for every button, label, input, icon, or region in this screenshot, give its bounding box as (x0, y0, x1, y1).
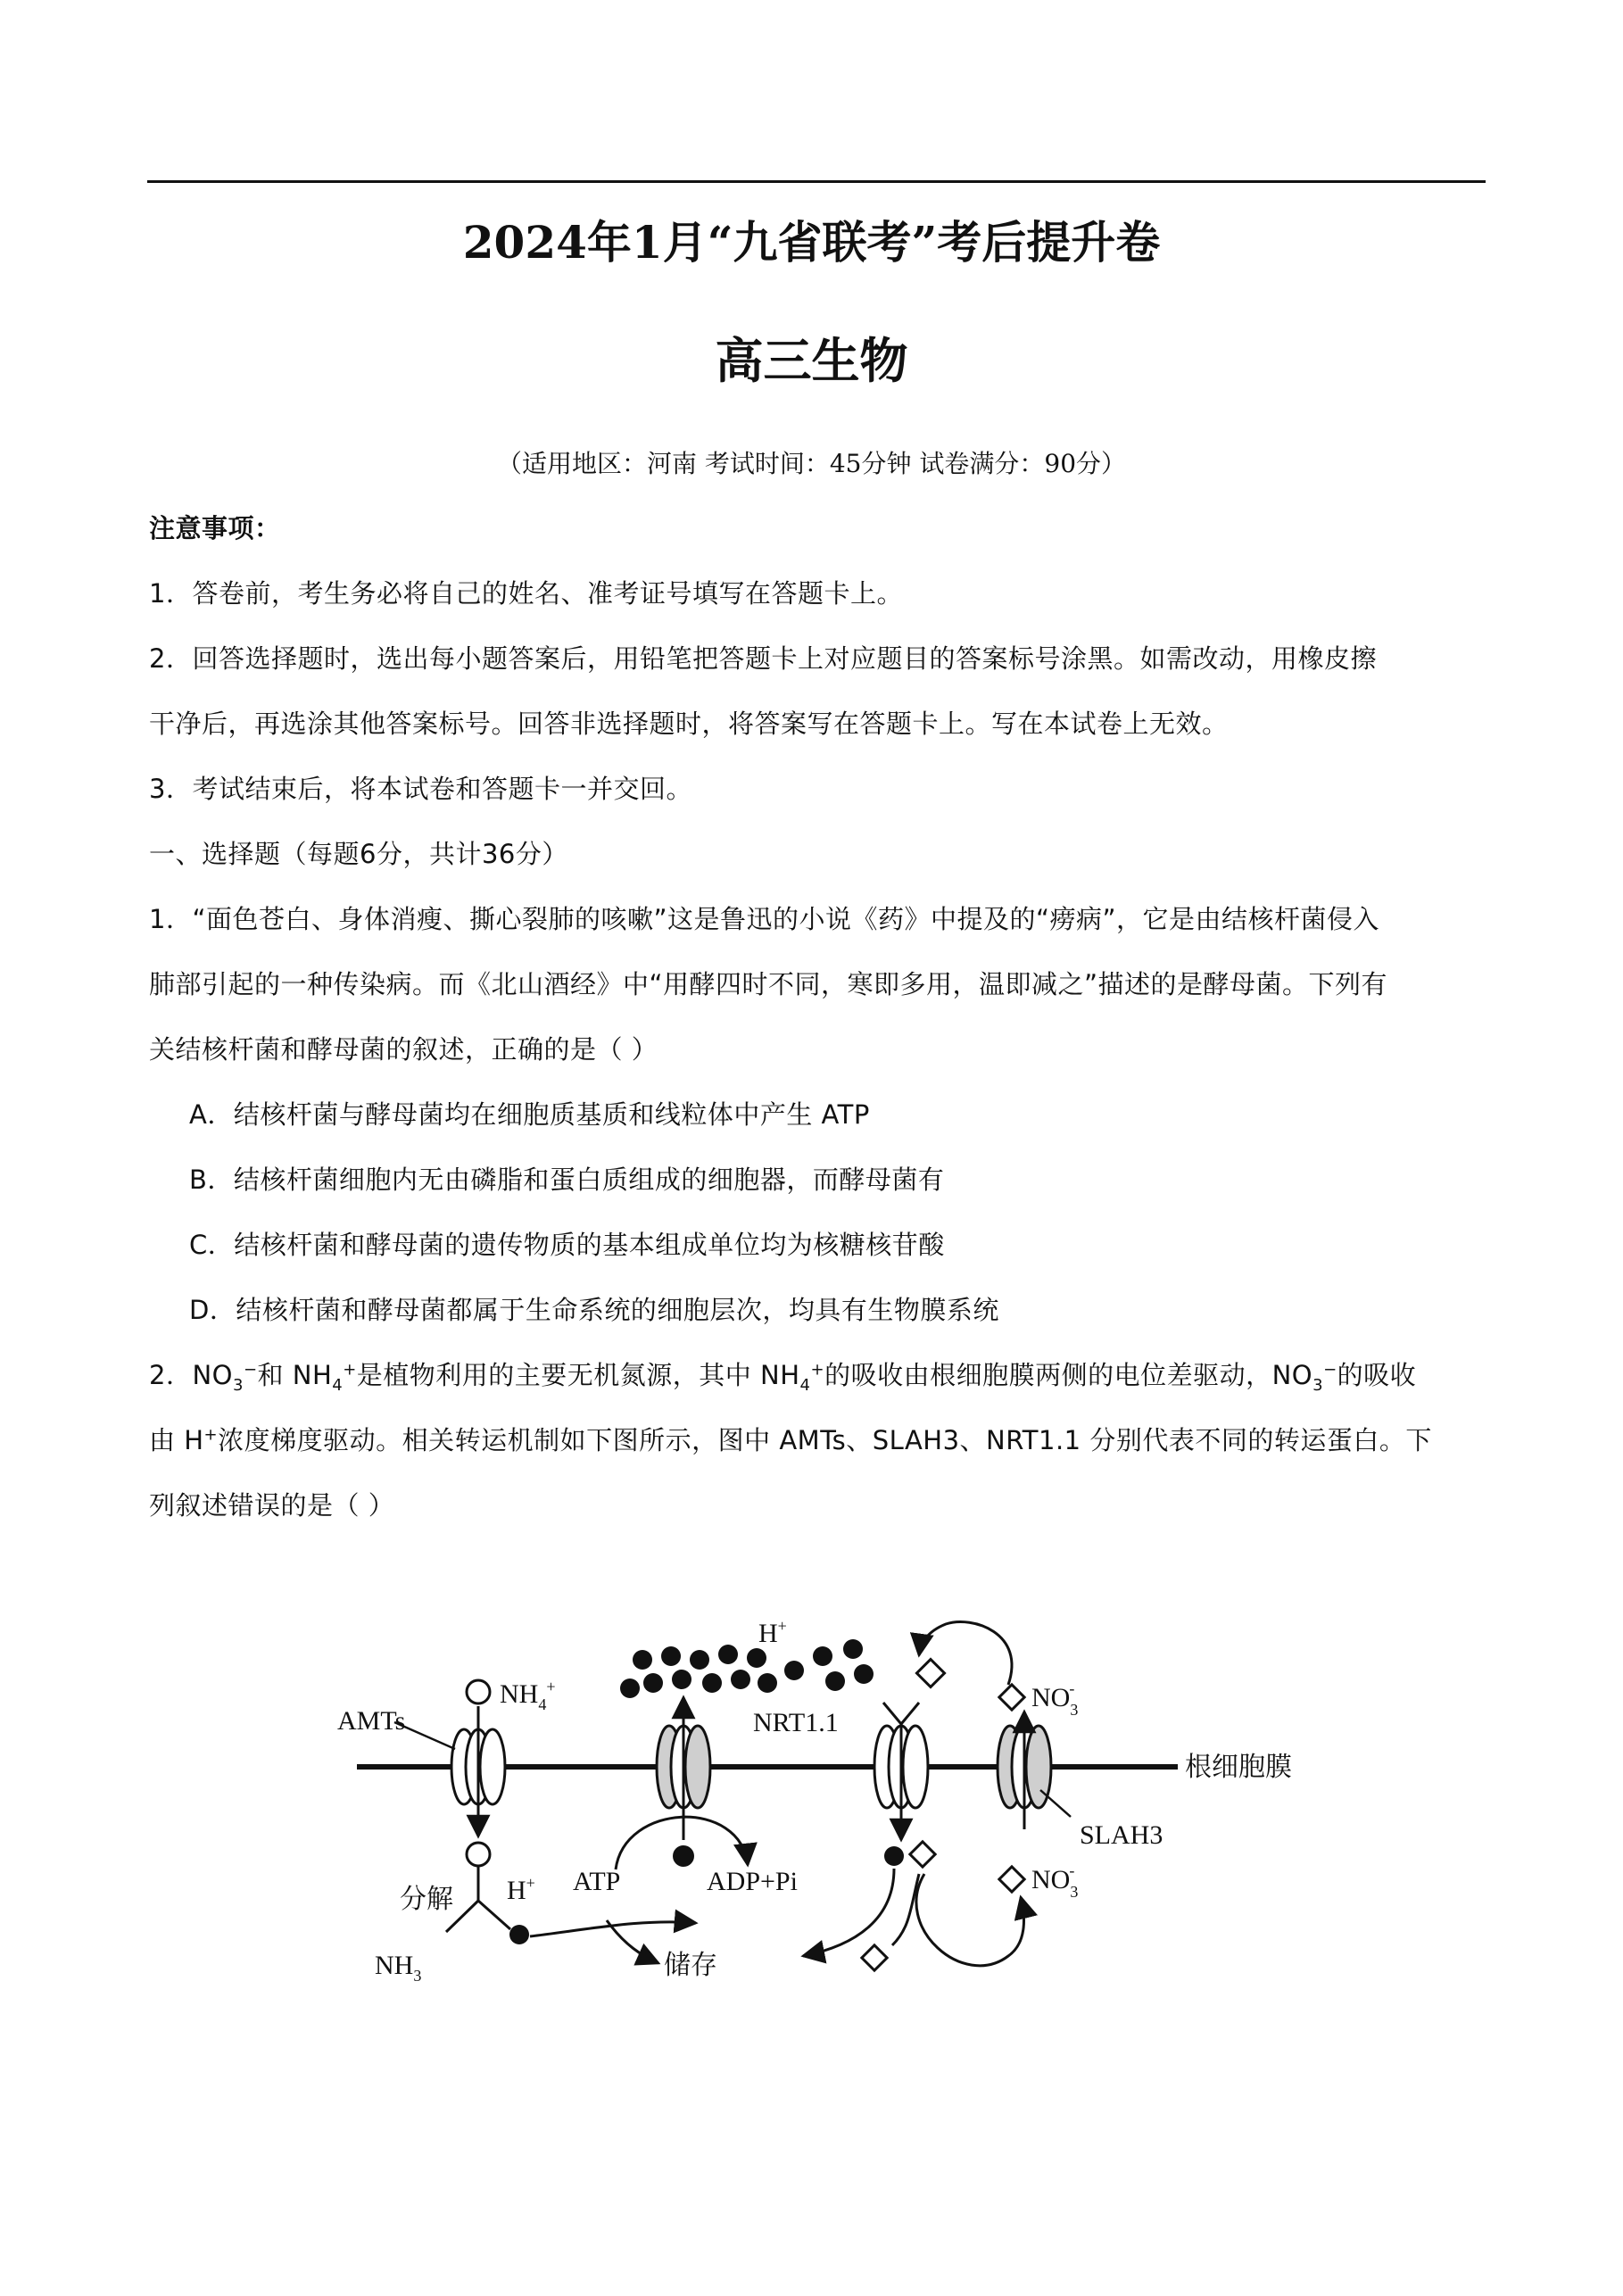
q1-option-c: C．结核杆菌和酵母菌的遗传物质的基本组成单位均为核糖核苷酸 (189, 1230, 945, 1260)
atp-label: ATP (573, 1867, 621, 1896)
slah3-label: SLAH3 (1080, 1820, 1163, 1850)
h-ion-inside (509, 1925, 529, 1944)
nh4-label: $NH_4^+$ (500, 1678, 556, 1713)
subject-title: 高三生物 (715, 332, 908, 389)
amts-label: AMTs (337, 1706, 406, 1736)
h-ion-cluster (620, 1639, 874, 1698)
no3-storage-molecule (862, 1945, 887, 1970)
notice-heading: 注意事项： (149, 513, 281, 543)
q2-stem-line-2: 由 H+浓度梯度驱动。相关转运机制如下图所示，图中 AMTs、SLAH3、NRT1.1 分别代表不同的转运蛋白。下 (149, 1425, 1432, 1455)
h-ion-pump (673, 1845, 694, 1867)
nh4-outside-molecule (467, 1680, 490, 1703)
section-heading: 一、选择题（每题6分，共计36分） (149, 839, 568, 869)
q1-stem-line-3: 关结核杆菌和酵母菌的叙述，正确的是（ ） (149, 1034, 658, 1065)
notice-item-2: 2．回答选择题时，选出每小题答案后，用铅笔把答题卡上对应题目的答案标号涂黑。如需改动，用橡皮擦 (149, 643, 1377, 674)
adp-label: ADP+Pi (707, 1867, 798, 1896)
notice-item-3: 3．考试结束后，将本试卷和答题卡一并交回。 (149, 774, 692, 804)
membrane-label: 根细胞膜 (1185, 1752, 1292, 1783)
notice-item-1: 1．答卷前，考生务必将自己的姓名、准考证号填写在答题卡上。 (149, 578, 903, 609)
no3-outside-molecule (999, 1685, 1024, 1710)
no3-slah3-inside (999, 1867, 1024, 1892)
nh3-label: $NH_3$ (375, 1951, 422, 1985)
storage-label: 储存 (664, 1950, 717, 1981)
nitrogen-transport-diagram (321, 1606, 1303, 2008)
nh4-inside-molecule (467, 1843, 490, 1866)
no3-bottom-label: $NO_3-$ (1031, 1861, 1079, 1901)
nrt11-label: NRT1.1 (753, 1708, 839, 1737)
h-ion-nrt-inside (884, 1846, 904, 1866)
no3-to-storage-branch (892, 1874, 919, 1945)
q2-stem-line-3: 列叙述错误的是（ ） (149, 1490, 395, 1521)
decompose-branch-h (478, 1901, 510, 1929)
q1-option-d: D．结核杆菌和酵母菌都属于生命系统的细胞层次，均具有生物膜系统 (189, 1295, 999, 1325)
exam-title: 2024年1月“九省联考”考后提升卷 (462, 216, 1161, 269)
no3-nrt-inside (910, 1842, 935, 1867)
q2-stem-line-1: 2．$NO_3^-$和 $NH_4^+$是植物利用的主要无机氮源，其中 $NH_4^+$的吸收由根细胞膜两侧的电位差驱动，$NO_3^-$的吸收 (149, 1360, 1417, 1395)
q1-stem-line-1: 1．“面色苍白、身体消瘦、撕心裂肺的咳嗽”这是鲁迅的小说《药》中提及的“痨病”，它是由结核杆菌侵入 (149, 904, 1380, 934)
h-to-storage-arrow (803, 1869, 894, 1956)
nrt11-binding-left (883, 1703, 901, 1724)
h-plus-bottom-label: H+ (507, 1874, 535, 1905)
exam-info: （适用地区：河南 考试时间：45分钟 试卷满分：90分） (496, 449, 1127, 478)
nrt11-binding-right (901, 1703, 919, 1724)
q1-option-b: B．结核杆菌细胞内无由磷脂和蛋白质组成的细胞器，而酵母菌有 (189, 1165, 945, 1195)
q1-stem-line-2: 肺部引起的一种传染病。而《北山酒经》中“用酵四时不同，寒即多用，温即减之”描述的是酵母菌。下列有 (149, 969, 1388, 999)
q1-option-a: A．结核杆菌与酵母菌均在细胞质基质和线粒体中产生 ATP (189, 1099, 870, 1130)
decompose-label: 分解 (400, 1884, 453, 1915)
notice-item-2-cont: 干净后，再选涂其他答案标号。回答非选择题时，将答案写在答题卡上。写在本试卷上无效。 (149, 709, 1229, 739)
no3-top-label: $NO_3-$ (1031, 1679, 1079, 1719)
header-rule (147, 180, 1486, 183)
h-plus-top-label: H+ (758, 1617, 787, 1648)
amts-pointer (394, 1722, 455, 1749)
no3-bound-molecule (916, 1659, 944, 1687)
